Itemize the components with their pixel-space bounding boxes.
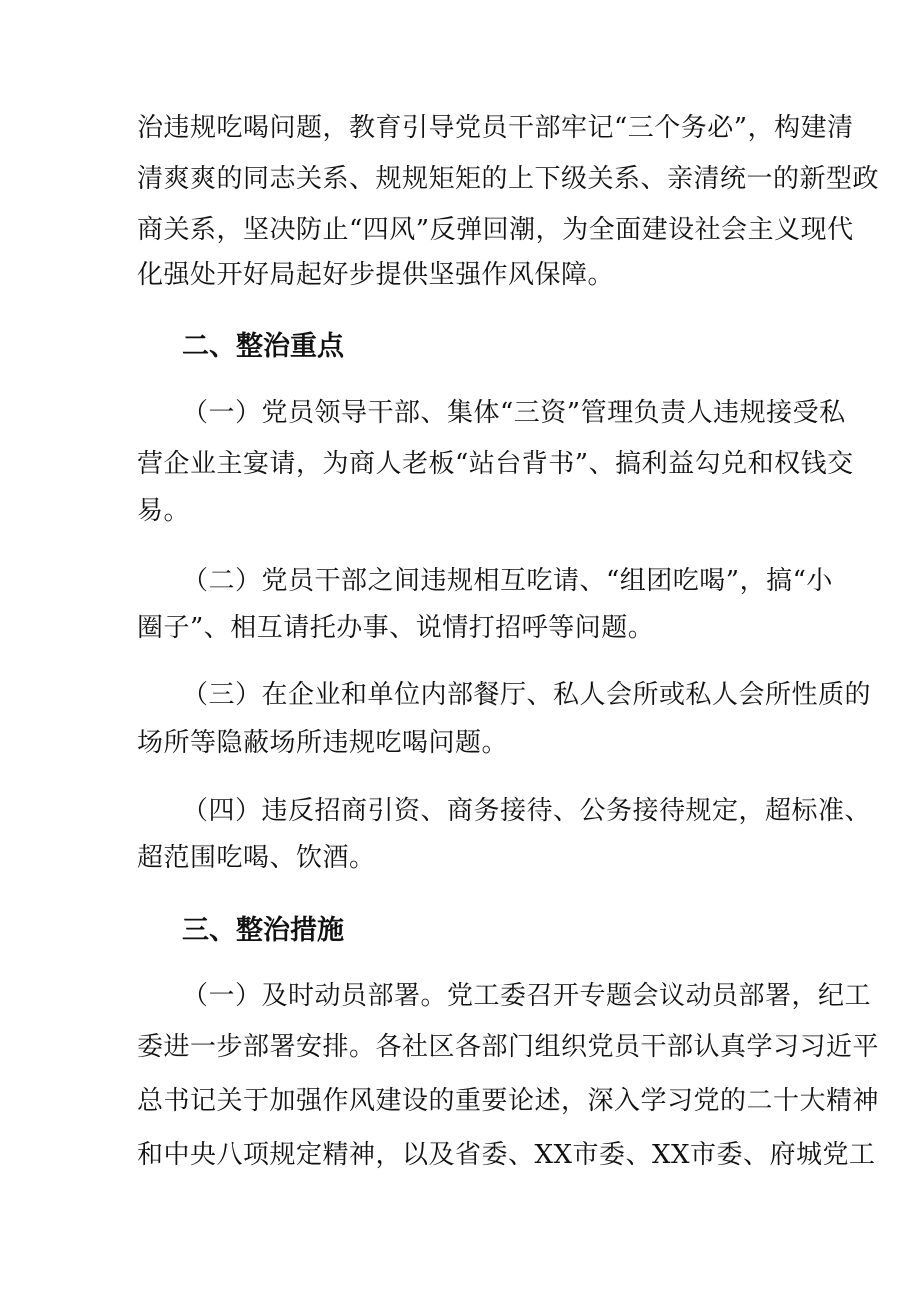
paragraph-line: 总书记关于加强作风建设的重要论述，深入学习党的二十大精神 bbox=[137, 1086, 880, 1116]
paragraph-line: 清爽爽的同志关系、规规矩矩的上下级关系、亲清统一的新型政 bbox=[137, 164, 880, 194]
paragraph-line: 场所等隐蔽场所违规吃喝问题。 bbox=[137, 728, 509, 758]
paragraph-line: 营企业主宴请，为商人老板“站台背书”、搞利益勾兑和权钱交 bbox=[137, 449, 854, 479]
paragraph-line: 商关系，坚决防止“四风”反弹回潮，为全面建设社会主义现代 bbox=[137, 215, 854, 245]
paragraph-line: （一）及时动员部署。党工委召开专题会议动员部署，纪工 bbox=[182, 981, 872, 1011]
paragraph-line: （二）党员干部之间违规相互吃请、“组团吃喝”，搞“小 bbox=[182, 566, 833, 596]
paragraph-line: 委进一步部署安排。各社区各部门组织党员干部认真学习习近平 bbox=[137, 1032, 880, 1062]
paragraph-line: （一）党员领导干部、集体“三资”管理负责人违规接受私 bbox=[182, 398, 846, 428]
paragraph-line: 圈子”、相互请托办事、说情打招呼等问题。 bbox=[137, 613, 655, 643]
paragraph-line: 治违规吃喝问题，教育引导党员干部牢记“三个务必”，构建清 bbox=[137, 113, 854, 143]
section-heading: 三、整治措施 bbox=[182, 915, 344, 946]
section-heading: 二、整治重点 bbox=[182, 331, 344, 362]
paragraph-line: 化强处开好局起好步提供坚强作风保障。 bbox=[137, 260, 615, 290]
paragraph-line: 和中央八项规定精神，以及省委、XX市委、XX市委、府城党工 bbox=[137, 1140, 876, 1170]
paragraph-line: 易。 bbox=[137, 496, 191, 526]
paragraph-line: （四）违反招商引资、商务接待、公务接待规定，超标准、 bbox=[182, 796, 872, 826]
paragraph-line: 超范围吃喝、饮酒。 bbox=[137, 843, 376, 873]
paragraph-line: （三）在企业和单位内部餐厅、私人会所或私人会所性质的 bbox=[182, 680, 872, 710]
